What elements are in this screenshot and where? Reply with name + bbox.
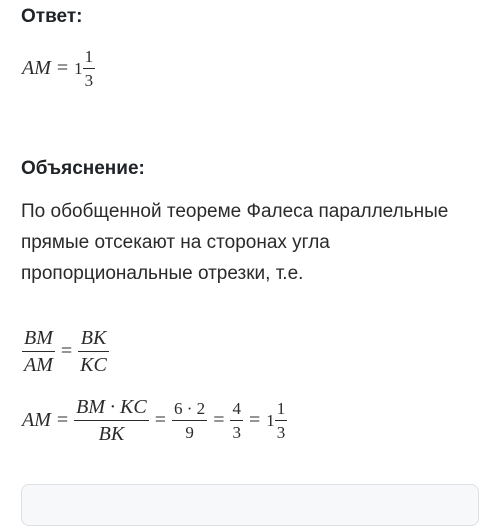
result-fraction-numeric (172, 400, 207, 441)
ratio-right-fraction (78, 328, 109, 375)
answer-whole: 1 (74, 58, 83, 78)
ratio-equation (22, 328, 109, 375)
ratio-left-numerator: BM (24, 327, 53, 349)
fraction-bar (22, 351, 55, 352)
formula-denominator: BK (98, 423, 125, 445)
equals-sign: = (56, 57, 69, 79)
answer-heading: Ответ: (21, 6, 83, 27)
result-fraction-reduced (230, 400, 243, 441)
fraction-bar (83, 68, 96, 69)
answer-lhs: AM (22, 57, 51, 79)
ratio-right-numerator: BK (80, 327, 107, 349)
mixed-numerator: 1 (276, 399, 286, 418)
ratio-left-fraction (22, 328, 55, 375)
fraction-bar (78, 351, 109, 352)
ratio-left-denominator: AM (24, 354, 53, 376)
result-whole: 1 (266, 410, 275, 430)
numeric-numerator: 6 · 2 (174, 399, 206, 418)
result-fraction-mixed (275, 400, 288, 441)
result-equation (22, 397, 287, 444)
equals-sign: = (56, 409, 69, 431)
answer-equation (22, 48, 95, 89)
explanation-heading: Объяснение: (21, 158, 145, 179)
answer-fraction-denominator: 3 (84, 71, 94, 90)
reduced-denominator: 3 (232, 423, 241, 442)
equals-sign: = (213, 409, 225, 431)
mixed-denominator: 3 (276, 423, 286, 442)
answer-fraction (83, 48, 96, 89)
fraction-bar (230, 420, 243, 421)
formula-numerator: BM · KC (76, 396, 147, 418)
result-fraction-formula (74, 397, 149, 444)
ratio-right-denominator: KC (80, 354, 107, 376)
equals-sign: = (154, 409, 167, 431)
equals-sign: = (60, 340, 73, 362)
fraction-bar (74, 420, 149, 421)
fraction-bar (172, 420, 207, 421)
fraction-bar (275, 420, 288, 421)
equals-sign: = (248, 409, 261, 431)
reduced-numerator: 4 (232, 399, 241, 418)
result-lhs: AM (22, 409, 51, 431)
explanation-text: По обобщенной теореме Фалеса параллельные прямые отсекают на сторонах угла пропорциональные отрезки, т.е. (21, 201, 449, 284)
numeric-denominator: 9 (185, 423, 194, 442)
next-card (21, 484, 479, 526)
answer-fraction-numerator: 1 (84, 47, 94, 66)
